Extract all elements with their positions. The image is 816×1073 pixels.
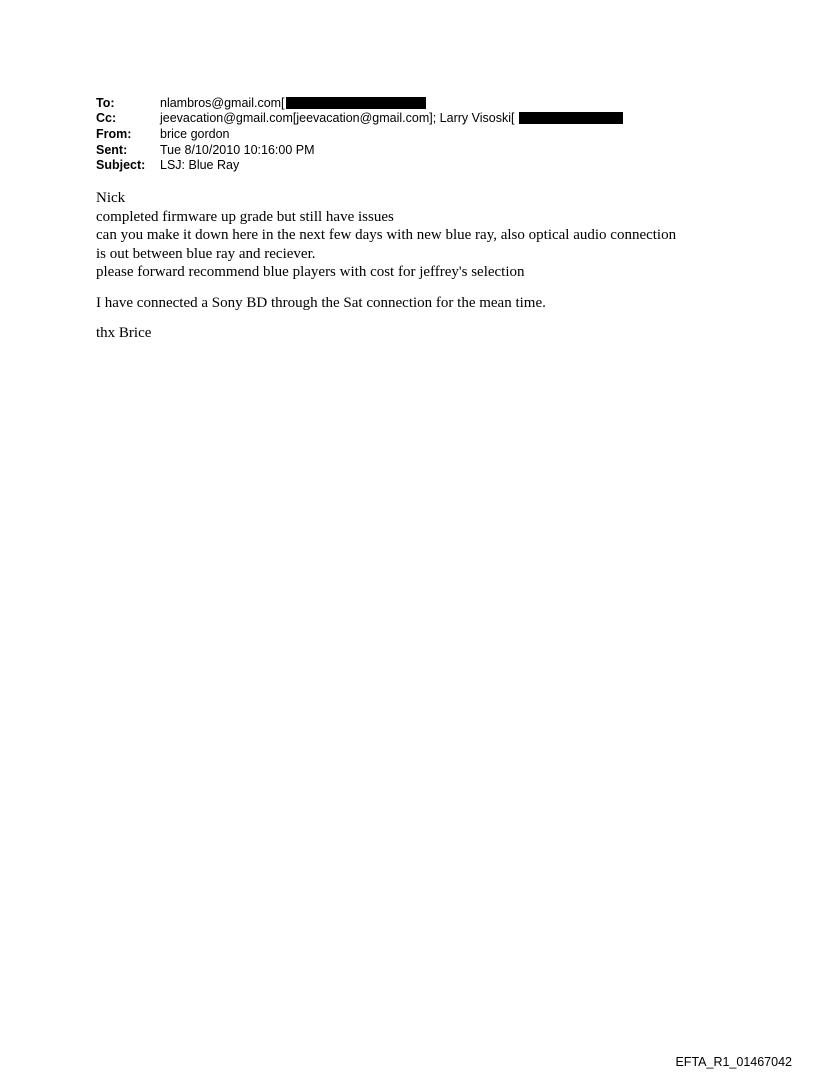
to-label: To:: [96, 95, 115, 110]
cc-value: jeevacation@gmail.com[jeevacation@gmail.com]; Larry Visoski[: [160, 111, 515, 126]
email-body: [96, 189, 736, 343]
body-line: please forward recommend blue players with cost for jeffrey's selection: [96, 264, 525, 280]
to-row: [96, 95, 623, 111]
sent-row: [96, 142, 623, 158]
body-paragraph: I have connected a Sony BD through the Sat connection for the mean time.: [96, 294, 546, 311]
from-label: From:: [96, 126, 132, 141]
cc-row: [96, 111, 623, 127]
redaction-box: [519, 112, 623, 124]
from-row: [96, 126, 623, 142]
salutation: Nick: [96, 190, 126, 206]
cc-label: Cc:: [96, 111, 117, 126]
cc-value-wrap: [160, 111, 623, 125]
subject-row: [96, 157, 623, 173]
sent-value: Tue 8/10/2010 10:16:00 PM: [160, 142, 315, 157]
paragraph-gap: [96, 312, 736, 324]
signoff: thx Brice: [96, 325, 152, 341]
from-value: brice gordon: [160, 126, 230, 141]
body-line: can you make it down here in the next few days with new blue ray, also optical audio connection: [96, 227, 677, 243]
to-value-wrap: [160, 96, 426, 110]
body-line: completed firmware up grade but still have issues: [96, 208, 394, 225]
paragraph-gap: [96, 282, 736, 294]
body-line: is out between blue ray and reciever.: [96, 245, 316, 262]
subject-value: LSJ: Blue Ray: [160, 158, 240, 173]
document-id: EFTA_R1_01467042: [675, 1055, 792, 1069]
subject-label: Subject:: [96, 158, 146, 173]
email-header: [96, 95, 623, 173]
redaction-box: [286, 97, 426, 109]
sent-label: Sent:: [96, 142, 128, 157]
to-value: nlambros@gmail.com[: [160, 95, 285, 110]
